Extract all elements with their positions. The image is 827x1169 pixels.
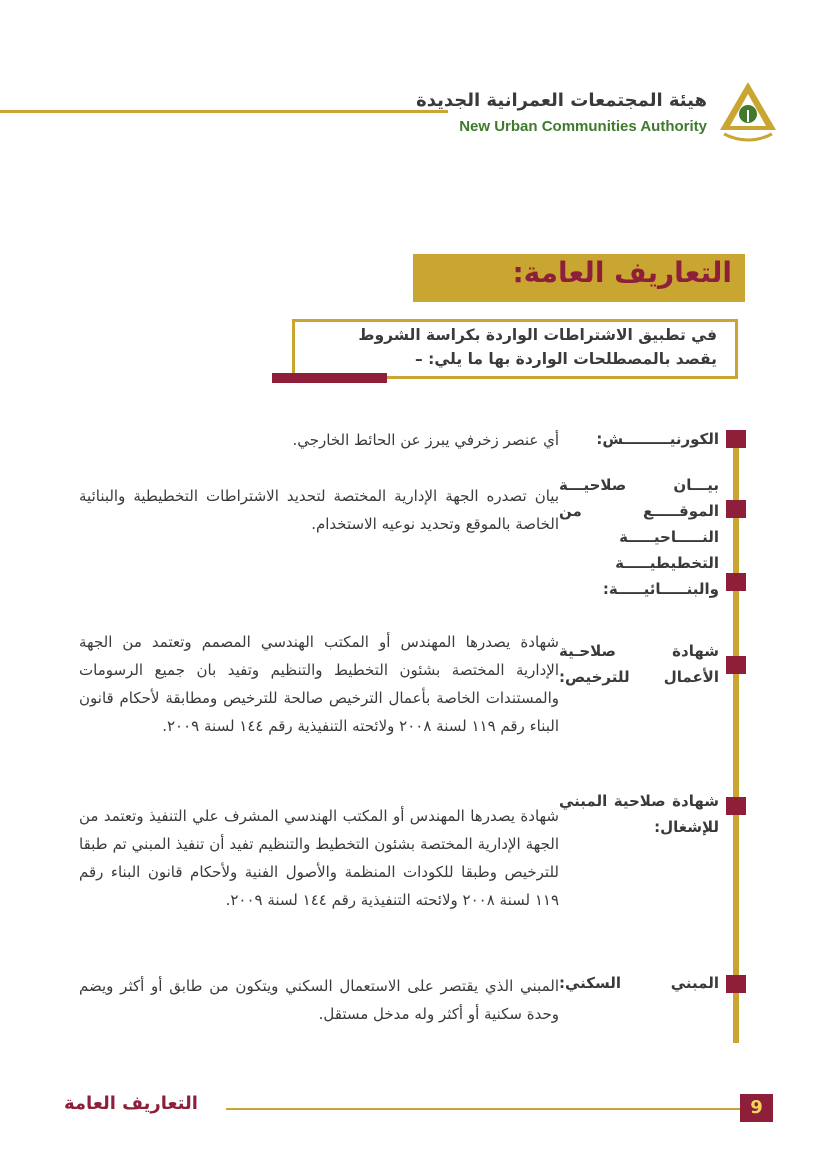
nuca-logo-icon (718, 80, 778, 144)
section-title: التعاريف العامة: (512, 256, 732, 289)
term-label: بيـــان صلاحيـــة الموقـــــع من النـــــاحيـــــة التخطيطيـــــة والبنـــــائيـــــة: (559, 476, 719, 598)
term-definition: المبني الذي يقتصر على الاستعمال السكني ويتكون من طابق أو أكثر ويضم وحدة سكنية أو أكثر وله مدخل مستقل. (79, 977, 559, 1023)
term-definition: شهادة يصدرها المهندس أو المكتب الهندسي المصمم وتعتمد من الجهة الإدارية المختصة بشئون التخطيط والتنظيم وتفيد بان جميع الرسومات والمستندات الخاصة بأعمال الترخيص صالحة للترخيص ومطابقة لأحكام قانون البناء رقم ١١٩ لسنة ٢٠٠٨ ولائحته التنفيذية رقم ١٤٤ لسنة ٢٠٠٩. (79, 633, 559, 735)
footer-section-name: التعاريف العامة (64, 1093, 198, 1114)
timeline-marker (726, 430, 746, 448)
org-name-english: New Urban Communities Authority (459, 118, 707, 135)
term-label: الكورنيـــــــــش: (596, 430, 719, 448)
term-label: شهادة صلاحية المبني للإشغال: (559, 792, 719, 836)
page-number: 9 (740, 1094, 773, 1122)
timeline-marker (726, 573, 746, 591)
term-definition: أي عنصر زخرفي يبرز عن الحائط الخارجي. (292, 431, 559, 449)
term-label: شهادة صلاحـية الأعمال للترخيص: (559, 642, 719, 686)
term-definition: بيان تصدره الجهة الإدارية المختصة لتحديد الاشتراطات التخطيطية والبنائية الخاصة بالموقع وتحديد نوعيه الاستخدام. (79, 487, 559, 533)
timeline-marker (726, 975, 746, 993)
intro-line-1: في تطبيق الاشتراطات الواردة بكراسة الشروط (358, 326, 717, 344)
term-label: المبني السكني: (559, 974, 719, 992)
timeline-marker (726, 500, 746, 518)
intro-accent-bar (272, 373, 387, 383)
intro-line-2: يقصد بالمصطلحات الواردة بها ما يلي: – (415, 350, 717, 368)
timeline-marker (726, 656, 746, 674)
org-name-arabic: هيئة المجتمعات العمرانية الجديدة (416, 90, 707, 111)
timeline-marker (726, 797, 746, 815)
footer-rule (226, 1108, 740, 1110)
term-definition: شهادة يصدرها المهندس أو المكتب الهندسي المشرف علي التنفيذ وتعتمد من الجهة الإدارية المختصة بشئون التخطيط والتنظيم تفيد أن تنفيذ المبني تم طبقا للترخيص وطبقا للكودات المنظمة والأصول الفنية ولأحكام قانون البناء رقم ١١٩ لسنة ٢٠٠٨ ولائحته التنفيذية رقم ١٤٤ لسنة ٢٠٠٩. (79, 807, 559, 909)
header-rule (0, 110, 448, 113)
timeline-line (733, 433, 739, 1043)
